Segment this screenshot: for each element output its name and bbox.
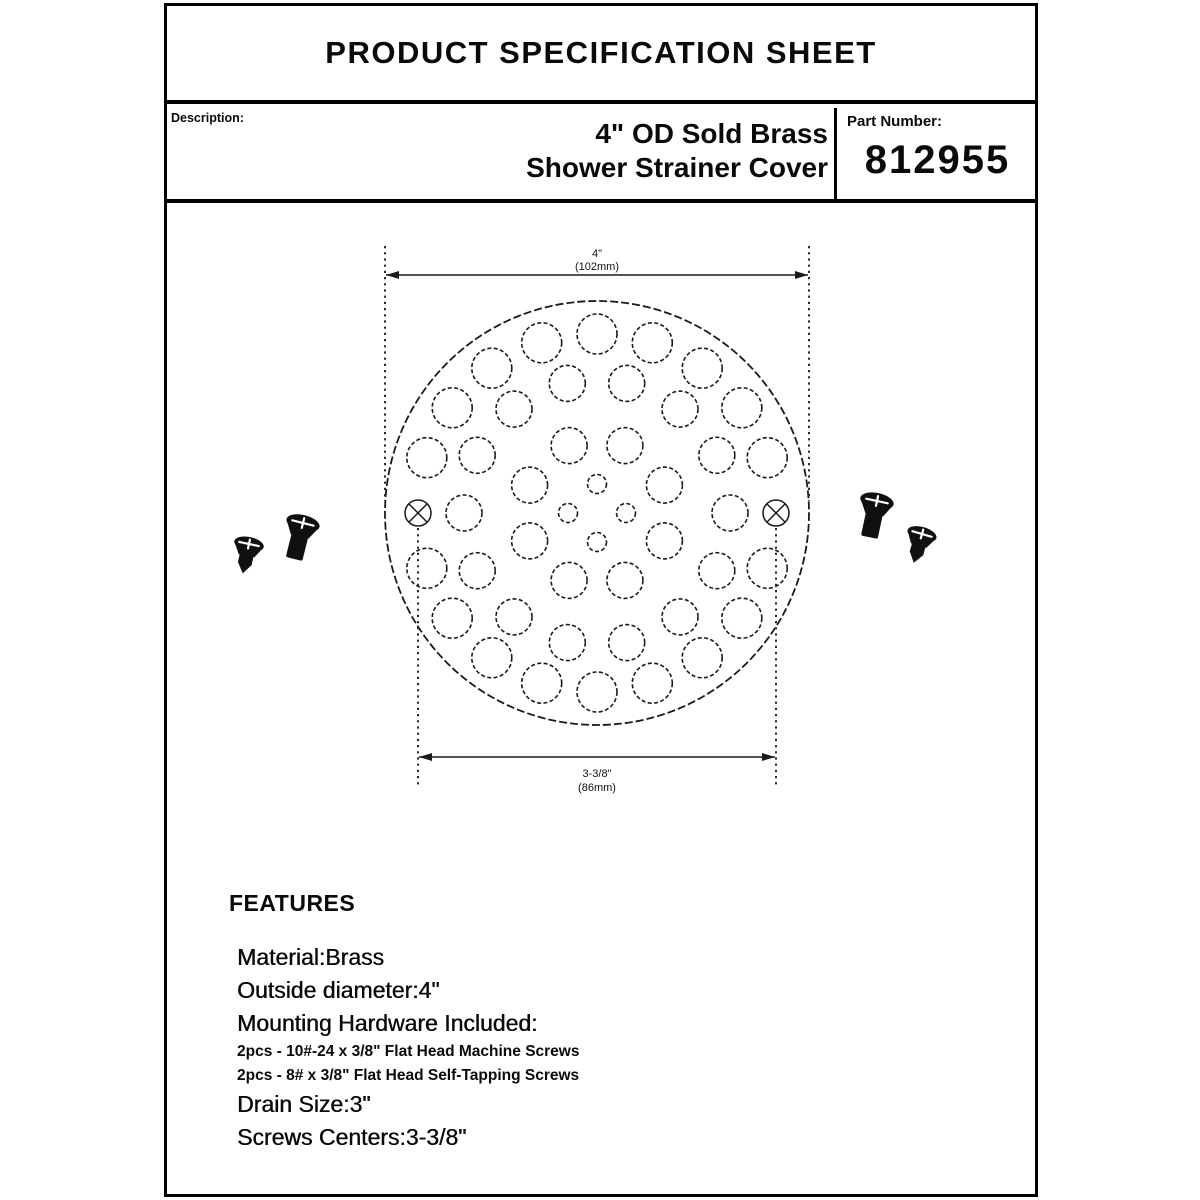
feature-drain-size: Drain Size:3" xyxy=(237,1091,371,1117)
strainer-hole xyxy=(682,348,722,388)
feature-tapping-screws: 2pcs - 8# x 3/8" Flat Head Self-Tapping Screws xyxy=(237,1067,580,1084)
strainer-hole xyxy=(662,391,698,427)
strainer-hole xyxy=(577,672,617,712)
strainer-hole xyxy=(588,533,607,552)
feature-material: Material:Brass xyxy=(237,944,384,970)
feature-mounting-hardware: Mounting Hardware Included: xyxy=(237,1010,538,1036)
strainer-hole xyxy=(607,562,643,598)
strainer-hole xyxy=(699,553,735,589)
strainer-hole xyxy=(712,495,748,531)
strainer-hole xyxy=(617,504,636,523)
dimension-outer-diameter xyxy=(385,246,809,501)
strainer-hole xyxy=(512,523,548,559)
strainer-hole xyxy=(549,365,585,401)
self-tapping-screw-icon xyxy=(899,523,938,567)
dim-outer-mm: (102mm) xyxy=(574,261,620,273)
feature-outside-diameter: Outside diameter:4" xyxy=(237,977,440,1003)
description-line2: Shower Strainer Cover xyxy=(526,152,828,183)
dim-screws-inches: 3-3/8" xyxy=(582,768,612,780)
strainer-hole xyxy=(472,348,512,388)
strainer-hole xyxy=(432,598,472,638)
strainer-hole xyxy=(459,553,495,589)
strainer-hole xyxy=(551,562,587,598)
description-row xyxy=(167,108,1035,203)
strainer-holes xyxy=(407,314,787,712)
strainer-hole xyxy=(609,365,645,401)
features-section xyxy=(229,890,957,1154)
strainer-hole xyxy=(512,467,548,503)
part-number-cell xyxy=(840,108,1035,199)
strainer-hole xyxy=(446,495,482,531)
arrowhead-left xyxy=(419,753,432,761)
strainer-hole xyxy=(646,467,682,503)
page-title: PRODUCT SPECIFICATION SHEET xyxy=(325,35,877,70)
screw-mount-holes xyxy=(405,500,789,526)
strainer-hole xyxy=(522,323,562,363)
strainer-hole xyxy=(632,323,672,363)
strainer-hole xyxy=(407,438,447,478)
machine-screw-icon xyxy=(278,511,322,563)
strainer-hole xyxy=(609,625,645,661)
spec-sheet xyxy=(164,3,1038,1197)
strainer-hole xyxy=(559,504,578,523)
strainer-hole xyxy=(588,475,607,494)
features-heading: FEATURES xyxy=(229,890,356,916)
part-number-label: Part Number: xyxy=(847,113,943,130)
strainer-hole xyxy=(747,438,787,478)
feature-machine-screws: 2pcs - 10#-24 x 3/8" Flat Head Machine Screws xyxy=(237,1043,580,1060)
strainer-hole xyxy=(607,428,643,464)
technical-drawing xyxy=(167,206,1035,834)
strainer-hole xyxy=(472,638,512,678)
strainer-hole xyxy=(432,388,472,428)
strainer-hole xyxy=(722,388,762,428)
arrowhead-right xyxy=(795,271,808,279)
description-line1: 4" OD Sold Brass xyxy=(595,118,828,149)
description-cell xyxy=(167,108,837,199)
strainer-hole xyxy=(646,523,682,559)
product-description xyxy=(526,117,828,185)
feature-screws-centers: Screws Centers:3-3/8" xyxy=(237,1124,467,1150)
arrowhead-right xyxy=(762,753,775,761)
strainer-hole xyxy=(496,391,532,427)
dim-screws-mm: (86mm) xyxy=(578,782,616,794)
strainer-hole xyxy=(496,599,532,635)
strainer-hole xyxy=(551,428,587,464)
strainer-hole xyxy=(632,663,672,703)
description-label: Description: xyxy=(171,111,244,125)
strainer-hole xyxy=(747,548,787,588)
part-number-value: 812955 xyxy=(864,138,1011,182)
strainer-hole xyxy=(682,638,722,678)
strainer-hole xyxy=(549,625,585,661)
strainer-outline xyxy=(385,301,809,725)
machine-screw-icon xyxy=(853,490,896,541)
arrowhead-left xyxy=(386,271,399,279)
strainer-hole xyxy=(407,548,447,588)
strainer-hole xyxy=(722,598,762,638)
dim-outer-inches: 4" xyxy=(591,248,603,260)
strainer-hole xyxy=(577,314,617,354)
strainer-hole xyxy=(459,437,495,473)
sheet-header xyxy=(167,6,1035,104)
strainer-hole xyxy=(699,437,735,473)
strainer-hole xyxy=(522,663,562,703)
self-tapping-screw-icon xyxy=(228,534,265,576)
strainer-hole xyxy=(662,599,698,635)
